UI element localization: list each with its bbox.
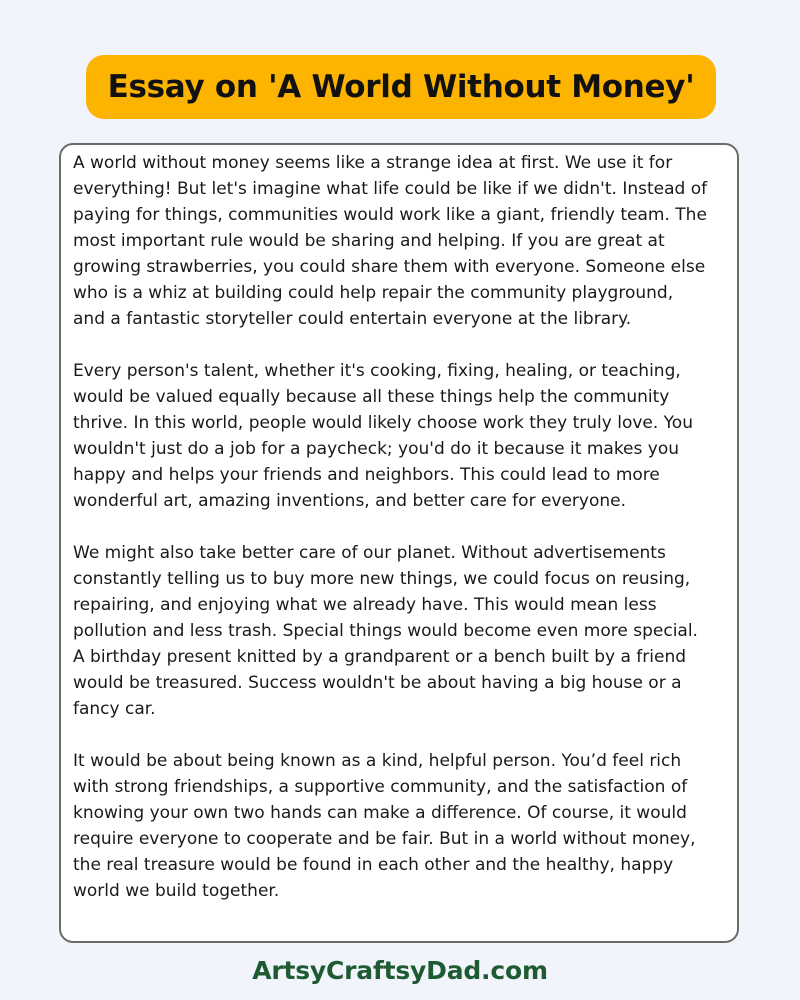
site-brand: ArtsyCraftsyDad.com (252, 956, 548, 985)
essay-paragraph-4: It would be about being known as a kind, helpful person. You’d feel rich with strong friendships, a supportive community, and the satisfaction of knowing your own two hands can make a difference. Of course, it would require everyone to cooperate and be fair. But in a world without money, the real treasure would be found in each other and the healthy, happy world we build together. (73, 751, 696, 901)
essay-paragraph-1: A world without money seems like a strange idea at first. We use it for everything! But let's imagine what life could be like if we didn't. Instead of paying for things, communities would work like a giant, friendly team. The most important rule would be sharing and helping. If you are great at growing strawberries, you could share them with everyone. Someone else who is a whiz at building could help repair the community playground, and a fantastic storyteller could entertain everyone at the library. (73, 153, 708, 329)
essay-paragraph-3: We might also take better care of our planet. Without advertisements constantly telling us to buy more new things, we could focus on reusing, repairing, and enjoying what we already have. This would mean less pollution and less trash. Special things would become even more special. A birthday present knitted by a grandparent or a bench built by a friend would be treasured. Success wouldn't be about having a big house or a fancy car. (73, 543, 698, 719)
essay-paragraph-2: Every person's talent, whether it's cooking, fixing, healing, or teaching, would be valued equally because all these things help the community thrive. In this world, people would likely choose work they truly love. You wouldn't just do a job for a paycheck; you'd do it because it makes you happy and helps your friends and neighbors. This could lead to more wonderful art, amazing inventions, and better care for everyone. (73, 361, 693, 511)
page-title: Essay on 'A World Without Money' (107, 69, 695, 105)
essay-box (59, 143, 739, 943)
title-banner (86, 55, 716, 119)
